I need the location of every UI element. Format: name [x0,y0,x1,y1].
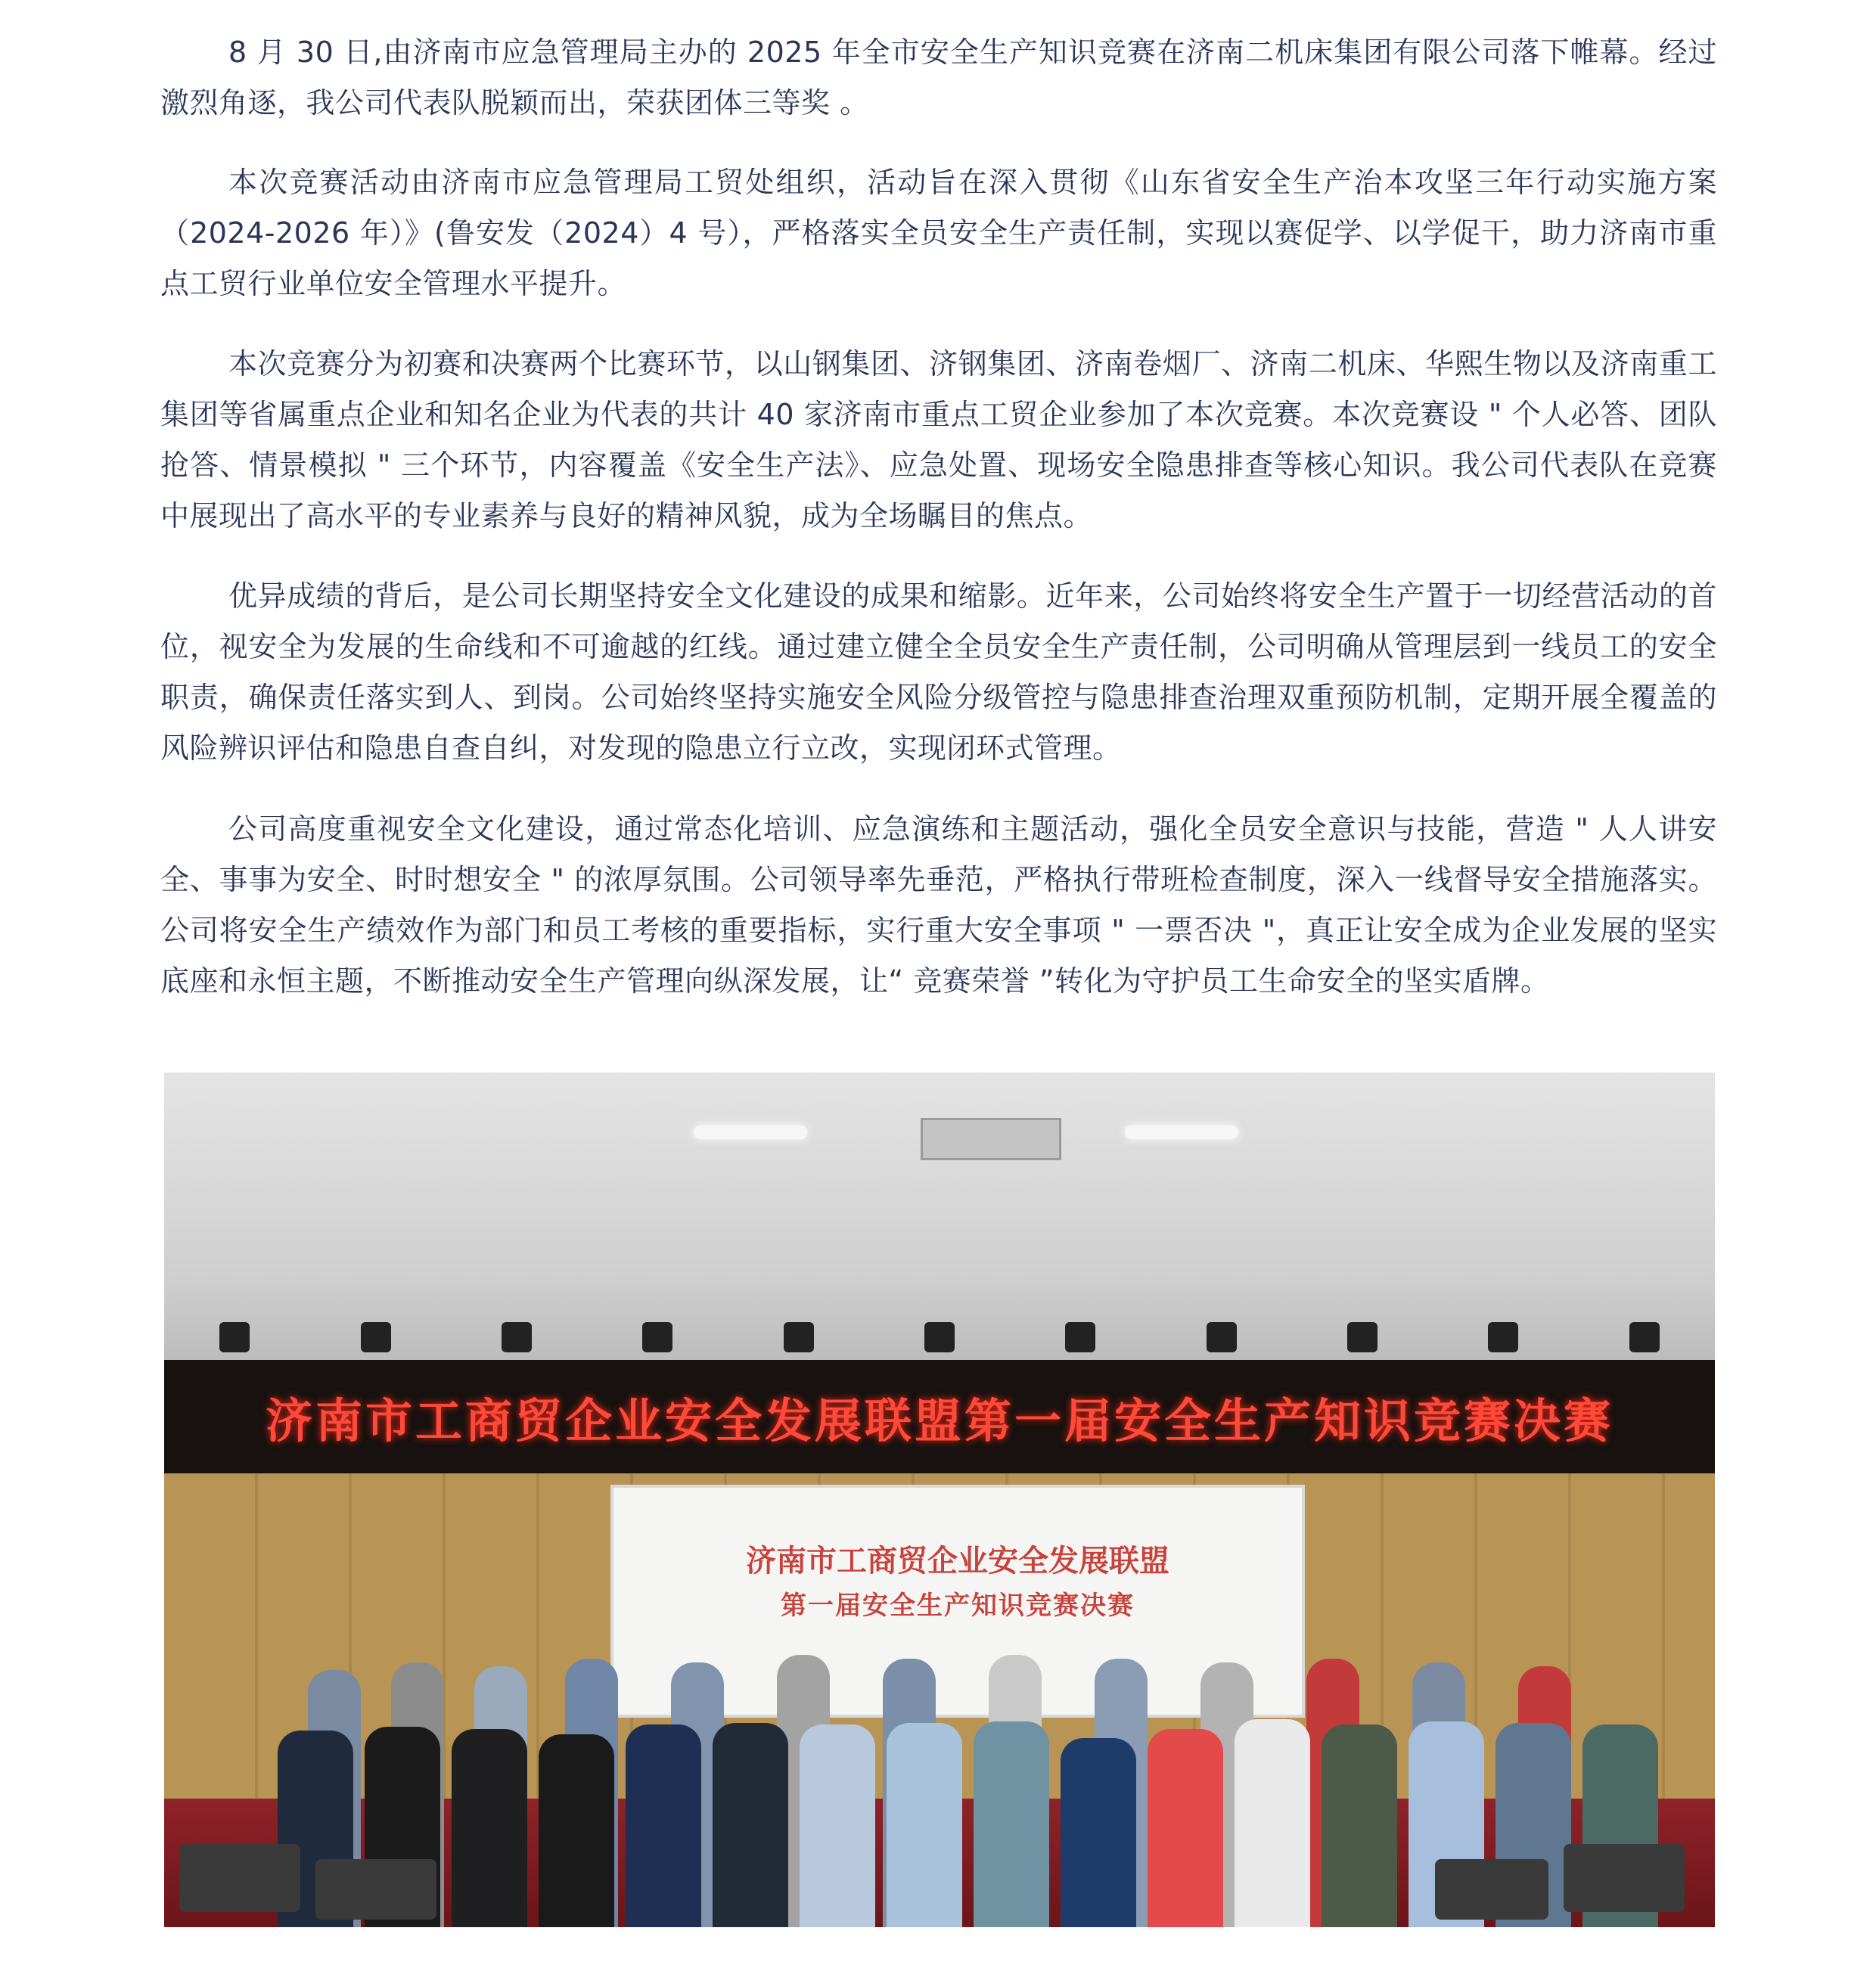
speaker [502,1322,532,1352]
paragraph-5: 公司高度重视安全文化建设，通过常态化培训、应急演练和主题活动，强化全员安全意识与技能，营造 " 人人讲安全、事事为安全、时时想安全 " 的浓厚氛围。公司领导率先垂范，严格执行带班检查制度，深入一线督导安全措施落实。公司将安全生产绩效作为部门和员工考核的重要指标，实行重大安全事项 " 一票否决 "，真正让安全成为企业发展的坚实底座和永恒主题，不断推动安全生产管理向纵深发展，让“ 竞赛荣誉 ”转化为守护员工生命安全的坚实盾牌。 [160,812,1717,998]
person [539,1734,614,1927]
paragraph-1: 8 月 30 日,由济南市应急管理局主办的 2025 年全市安全生产知识竞赛在济南二机床集团有限公司落下帷幕。经过激烈角逐，我公司代表队脱颖而出，荣获团体三等奖 。 [160,36,1717,120]
person [626,1724,701,1927]
person [1148,1729,1223,1927]
speaker [924,1322,955,1352]
speaker [1347,1322,1377,1352]
person [713,1723,788,1927]
person [1235,1719,1310,1927]
speaker [1488,1322,1518,1352]
speaker [219,1322,250,1352]
ceiling-vent [921,1118,1061,1160]
person [974,1721,1049,1927]
paragraph-2: 本次竞赛活动由济南市应急管理局工贸处组织，活动旨在深入贯彻《山东省安全生产治本攻坚三年行动实施方案（2024-2026 年）》(鲁安发（2024）4 号），严格落实全员安全生产责任制，实现以赛促学、以学促干，助力济南市重点工贸行业单位安全管理水平提升。 [160,166,1717,300]
speaker [361,1322,391,1352]
meeting-chair [179,1844,300,1912]
speaker-row [164,1322,1715,1360]
ceiling-light [694,1125,807,1139]
meeting-chair [1564,1844,1685,1912]
meeting-chair [315,1859,436,1920]
person [1322,1724,1397,1927]
screen-title-line-1: 济南市工商贸企业安全发展联盟 [746,1543,1169,1579]
speaker [1629,1322,1660,1352]
paragraph-4: 优异成绩的背后，是公司长期坚持安全文化建设的成果和缩影。近年来，公司始终将安全生产置于一切经营活动的首位，视安全为发展的生命线和不可逾越的红线。通过建立健全全员安全生产责任制，公司明确从管理层到一线员工的安全职责，确保责任落实到人、到岗。公司始终坚持实施安全风险分级管控与隐患排查治理双重预防机制，定期开展全覆盖的风险辨识评估和隐患自查自纠，对发现的隐患立行立改，实现闭环式管理。 [160,579,1717,765]
person [800,1724,875,1927]
speaker [784,1322,814,1352]
meeting-chair [1435,1859,1548,1920]
speaker [642,1322,672,1352]
person [1061,1738,1136,1927]
event-group-photo [164,1073,1715,1927]
led-banner-text: 济南市工商贸企业安全发展联盟第一届安全生产知识竞赛决赛 [265,1392,1614,1448]
ceiling-light [1125,1125,1238,1139]
person [452,1729,527,1927]
person [887,1723,962,1927]
paragraph-3: 本次竞赛分为初赛和决赛两个比赛环节，以山钢集团、济钢集团、济南卷烟厂、济南二机床、华熙生物以及济南重工集团等省属重点企业和知名企业为代表的共计 40 家济南市重点工贸企业参加了本次竞赛。本次竞赛设 " 个人必答、团队抢答、情景模拟 " 三个环节，内容覆盖《安全生产法》、应急处置、现场安全隐患排查等核心知识。我公司代表队在竞赛中展现出了高水平的专业素养与良好的精神风貌，成为全场瞩目的焦点。 [160,347,1717,532]
ceiling [164,1073,1715,1360]
speaker [1065,1322,1095,1352]
screen-title-line-2: 第一届安全生产知识竞赛决赛 [781,1591,1135,1621]
speaker [1207,1322,1237,1352]
